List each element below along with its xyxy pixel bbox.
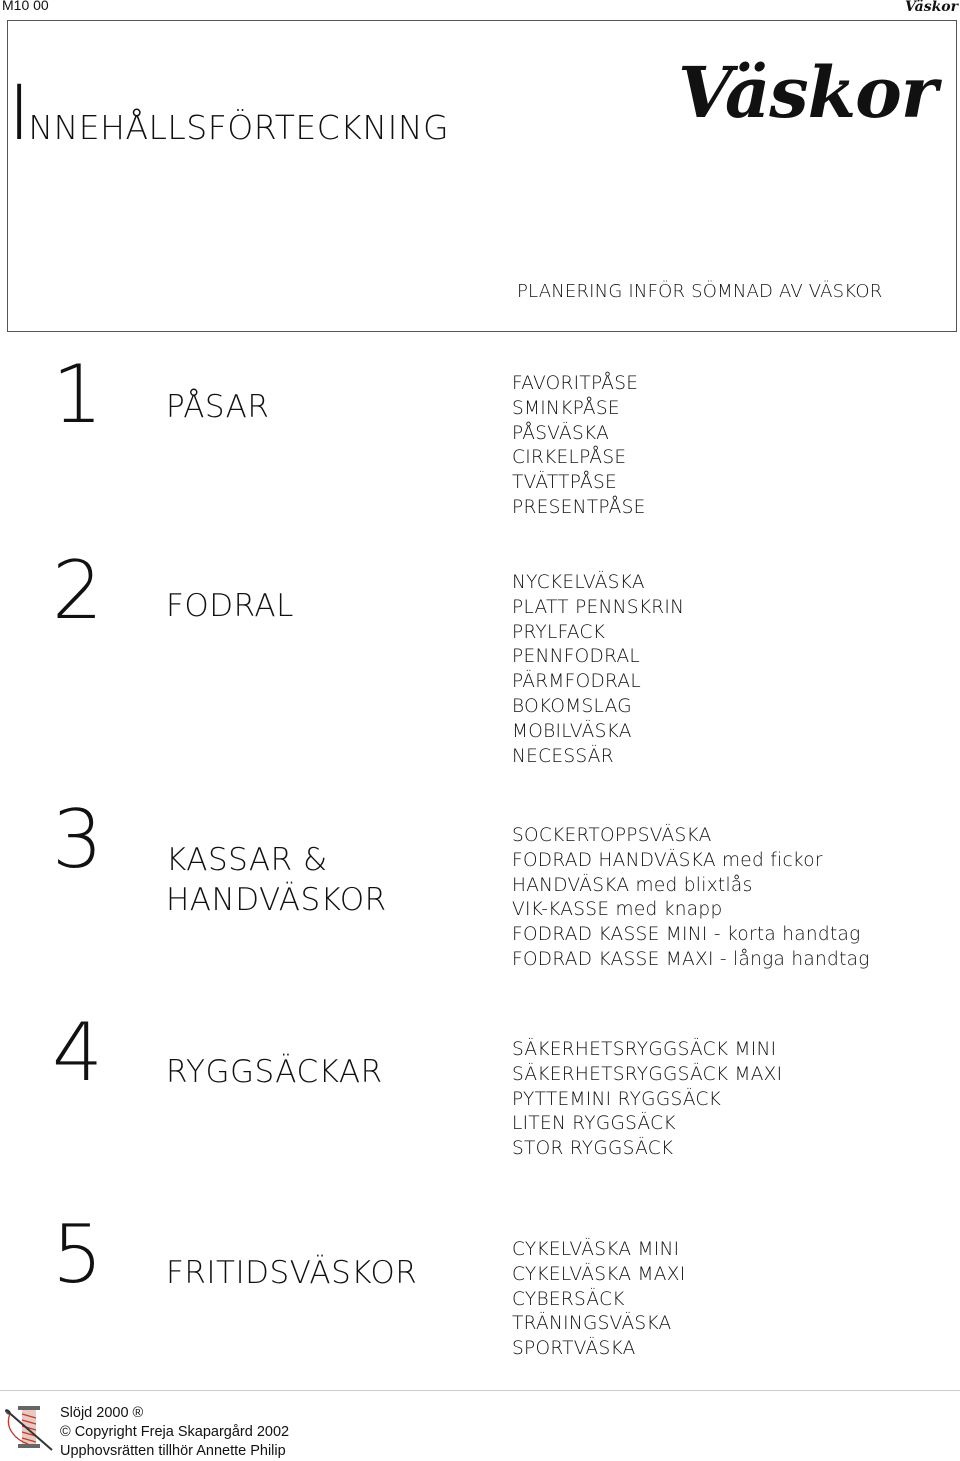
section-title-line: PÅSAR bbox=[166, 389, 270, 425]
list-item: MOBILVÄSKA bbox=[512, 720, 632, 742]
list-item: FODRAD KASSE MINI - korta handtag bbox=[512, 924, 861, 946]
footer-rights: Upphovsrätten tillhör Annette Philip bbox=[60, 1443, 286, 1459]
list-item: FAVORITPÅSE bbox=[512, 373, 639, 394]
list-item: FODRAD HANDVÄSKA med fickor bbox=[512, 849, 823, 871]
list-item: CYKELVÄSKA MAXI bbox=[512, 1263, 686, 1285]
section-number: 5 bbox=[52, 1208, 97, 1301]
section-number: 3 bbox=[52, 793, 97, 886]
section-number: 4 bbox=[52, 1006, 97, 1099]
section-title-line: FODRAL bbox=[166, 588, 294, 624]
section-item-list bbox=[512, 824, 870, 973]
section-title bbox=[166, 840, 387, 920]
footer-copyright: © Copyright Freja Skapargård 2002 bbox=[60, 1424, 290, 1440]
list-item: PENNFODRAL bbox=[512, 646, 641, 668]
section-title bbox=[166, 586, 294, 626]
list-item: NYCKELVÄSKA bbox=[512, 572, 645, 593]
section-title-line: RYGGSÄCKAR bbox=[166, 1054, 383, 1090]
page-title-rest: NNEHÅLLSFÖRTECKNING bbox=[28, 108, 450, 147]
footer-brand: Slöjd 2000 ® bbox=[60, 1405, 144, 1421]
section-title bbox=[166, 387, 269, 427]
list-item: PRYLFACK bbox=[512, 621, 606, 643]
list-item: SÄKERHETSRYGGSÄCK MAXI bbox=[512, 1063, 783, 1085]
footer-divider bbox=[0, 1390, 960, 1391]
list-item: CIRKELPÅSE bbox=[512, 447, 627, 469]
list-item: PRESENTPÅSE bbox=[512, 496, 646, 518]
page-title bbox=[8, 68, 450, 157]
planning-heading: PLANERING INFÖR SÖMNAD AV VÄSKOR bbox=[517, 281, 883, 302]
list-item: VIK-KASSE med knapp bbox=[512, 899, 723, 921]
section-item-list bbox=[512, 1038, 782, 1162]
list-item: PÅSVÄSKA bbox=[512, 422, 610, 444]
section-item-list bbox=[512, 1238, 685, 1362]
section-title bbox=[166, 1253, 417, 1293]
list-item: PÄRMFODRAL bbox=[512, 671, 641, 693]
section-title-line: KASSAR & bbox=[166, 842, 328, 878]
list-item: STOR RYGGSÄCK bbox=[512, 1138, 674, 1160]
list-item: CYKELVÄSKA MINI bbox=[512, 1239, 680, 1260]
section-item-list bbox=[512, 372, 646, 521]
list-item: BOKOMSLAG bbox=[512, 695, 632, 717]
page-title-initial: I bbox=[8, 68, 29, 157]
list-item: PYTTEMINI RYGGSÄCK bbox=[512, 1088, 722, 1110]
list-item: SMINKPÅSE bbox=[512, 397, 620, 419]
list-item: TRÄNINGSVÄSKA bbox=[512, 1313, 672, 1335]
corner-title: Väskor bbox=[905, 0, 958, 15]
list-item: SPORTVÄSKA bbox=[512, 1338, 636, 1360]
list-item: SÄKERHETSRYGGSÄCK MINI bbox=[512, 1039, 777, 1060]
vaskor-logo: Väskor bbox=[678, 51, 937, 134]
section-number: 1 bbox=[52, 348, 97, 441]
list-item: NECESSÄR bbox=[512, 745, 614, 767]
list-item: HANDVÄSKA med blixtlås bbox=[512, 874, 753, 896]
section-item-list bbox=[512, 571, 684, 769]
list-item: TVÄTTPÅSE bbox=[512, 472, 618, 494]
list-item: PLATT PENNSKRIN bbox=[512, 596, 685, 618]
section-number: 2 bbox=[52, 544, 97, 637]
footer-credits bbox=[60, 1404, 289, 1461]
list-item: FODRAD KASSE MAXI - långa handtag bbox=[512, 948, 870, 970]
spool-needle-icon bbox=[2, 1400, 56, 1454]
section-title-line: FRITIDSVÄSKOR bbox=[166, 1255, 418, 1291]
list-item: CYBERSÄCK bbox=[512, 1288, 625, 1310]
document-code: M10 00 bbox=[2, 0, 49, 13]
section-title bbox=[166, 1052, 383, 1092]
list-item: SOCKERTOPPSVÄSKA bbox=[512, 825, 712, 846]
list-item: LITEN RYGGSÄCK bbox=[512, 1113, 676, 1135]
section-title-line: HANDVÄSKOR bbox=[166, 882, 387, 918]
